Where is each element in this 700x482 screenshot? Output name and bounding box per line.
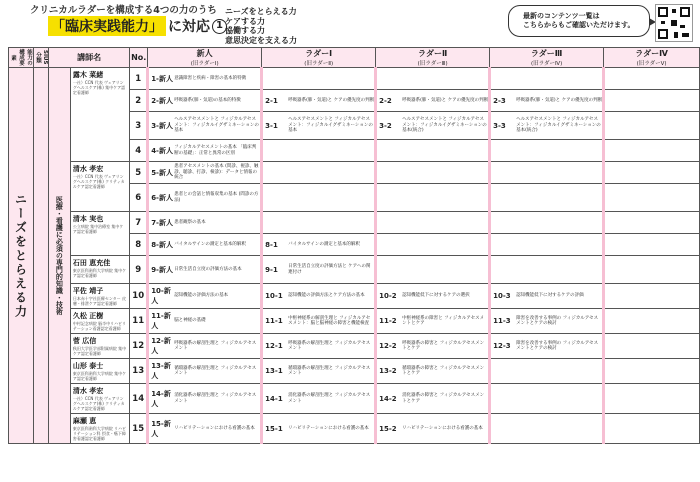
empty-cell <box>604 256 700 284</box>
header-subtitle: クリニカルラダーを構成する4つの力のうち <box>30 5 217 16</box>
table-row <box>9 334 700 359</box>
course-code: 11-3 <box>493 317 511 325</box>
course-cell[interactable] <box>262 334 376 359</box>
empty-cell <box>604 309 700 334</box>
lecturer-cell <box>70 384 129 414</box>
course-code: 5-新人 <box>151 168 173 177</box>
row-number: 2 <box>130 90 148 112</box>
course-cell[interactable] <box>148 384 262 414</box>
course-cell[interactable] <box>376 90 490 112</box>
lecturer-affiliation: 秋田大学医学部附属病院 集中ケア認定看護師 <box>72 346 127 356</box>
course-code: 15-1 <box>265 424 283 433</box>
empty-cell <box>490 256 604 284</box>
empty-cell <box>490 359 604 384</box>
col-level-4 <box>604 48 700 68</box>
course-title: 循環器系の解剖生理と フィジカルアセスメント <box>174 365 257 376</box>
course-code: 10-2 <box>379 292 397 300</box>
course-title: 呼吸器系(肺・気道)と ケアの優先度の判断 <box>288 97 375 103</box>
lecturer-affiliation: 中村記念病院 脳卒中リハビリテーション看護認定看護師 <box>72 321 126 331</box>
lecturer-name: 清本 実也 <box>72 215 104 223</box>
row-number: 11 <box>130 309 148 334</box>
col-ability: 能力の構成要素 <box>10 49 32 66</box>
row-number: 10 <box>130 284 148 309</box>
course-code: 14-1 <box>265 394 283 403</box>
course-cell[interactable] <box>490 112 604 140</box>
lecturer-name: 麻瀬 恵 <box>72 417 97 425</box>
course-cell[interactable] <box>262 284 376 309</box>
col-level-1 <box>262 48 376 68</box>
course-cell[interactable] <box>262 90 376 112</box>
course-cell[interactable] <box>148 162 262 184</box>
col-level-2 <box>376 48 490 68</box>
course-title: バイタルサインの測定と基本的解釈 <box>288 241 360 247</box>
course-cell[interactable] <box>376 384 490 414</box>
siu-cell <box>34 68 49 444</box>
category-cell: 医療・看護に必須の専門的知識・技術 <box>49 68 71 444</box>
level-label: ラダーⅢ <box>530 49 563 58</box>
col-siu: SIUS分類 <box>34 48 49 68</box>
lecturer-name: 石田 恵充佳 <box>72 259 111 267</box>
empty-cell <box>490 414 604 444</box>
course-title: ヘルスアセスメントと フィジカルアセスメント：フィジカルイグザミネーションの基本 <box>288 117 373 134</box>
course-title: ヘルスアセスメントと フィジカルアセスメント：フィジカルイグザミネーションの基本 <box>174 117 259 134</box>
level-label: ラダーⅣ <box>635 49 668 58</box>
course-code: 10-1 <box>265 292 283 300</box>
course-code: 2-2 <box>379 96 392 105</box>
empty-cell <box>376 212 490 234</box>
qr-code[interactable] <box>655 4 693 42</box>
course-title: 意識障害と疾病・障害の基本的特徴 <box>174 75 247 81</box>
course-cell[interactable] <box>490 90 604 112</box>
lecturer-cell <box>70 212 129 256</box>
course-code: 2-1 <box>265 96 278 105</box>
lecturer-name: 露木 菜緒 <box>72 71 104 79</box>
empty-cell <box>604 140 700 162</box>
course-title: ヘルスアセスメントと フィジカルアセスメント：フィジカルイグザミネーションの基本(統合) <box>516 117 601 134</box>
course-cell[interactable] <box>148 140 262 162</box>
course-code: 9-新人 <box>151 265 173 274</box>
course-code: 2-3 <box>493 96 506 105</box>
course-code: 12-3 <box>493 342 511 350</box>
table-row <box>9 68 700 90</box>
course-cell[interactable] <box>262 309 376 334</box>
course-title: 日常生活自立度の評価方法と ケアへの関連付け <box>288 264 371 275</box>
title-number: 1 <box>212 19 227 34</box>
course-cell[interactable] <box>262 234 376 256</box>
row-number: 12 <box>130 334 148 359</box>
course-code: 3-2 <box>379 121 392 130</box>
course-code: 13-2 <box>379 367 397 375</box>
col-level-3 <box>490 48 604 68</box>
col-level-0 <box>148 48 262 68</box>
empty-cell <box>262 184 376 212</box>
notice-line: 最新のコンテンツ一覧は <box>523 12 600 20</box>
course-title: フィジカルアセスメントの基本 「臨床判断の基礎」：正常と異常の区別 <box>174 145 257 156</box>
row-number: 1 <box>130 68 148 90</box>
course-code: 11-新人 <box>151 312 171 330</box>
course-cell[interactable] <box>490 284 604 309</box>
course-cell[interactable] <box>148 359 262 384</box>
course-cell[interactable] <box>376 414 490 444</box>
course-cell[interactable] <box>148 68 262 90</box>
course-code: 8-新人 <box>151 240 173 249</box>
lecturer-cell <box>70 284 129 309</box>
course-code: 6-新人 <box>151 193 173 202</box>
course-title: 認知機能低下に対するケアの選択 <box>402 293 470 299</box>
row-number: 13 <box>130 359 148 384</box>
course-title: リハビリテーションにおける看護の基本 <box>288 425 369 431</box>
course-title: 認知機能の評価方法の基本 <box>174 293 229 299</box>
course-cell[interactable] <box>262 256 376 284</box>
lecturer-affiliation: 東京医科歯科大学病院 集中ケア認定看護師 <box>72 371 127 381</box>
course-cell[interactable] <box>148 334 262 359</box>
empty-cell <box>604 112 700 140</box>
course-code: 15-2 <box>379 424 397 433</box>
empty-cell <box>604 384 700 414</box>
level-label: ラダーⅡ <box>418 49 448 58</box>
course-code: 11-1 <box>265 317 283 325</box>
course-code: 14-2 <box>379 394 397 403</box>
course-cell[interactable] <box>262 384 376 414</box>
course-title: 消化器系の障害と フィジカルアセスメントとケア <box>402 393 485 404</box>
course-title: 呼吸器系(肺・気道)と ケアの優先度の判断 <box>516 97 603 103</box>
page-title <box>48 17 227 35</box>
empty-cell <box>376 184 490 212</box>
col-no: No. <box>130 48 148 68</box>
course-title: 呼吸器系の障害と フィジカルアセスメントとケア <box>402 340 485 351</box>
notice-line: こちらからもご確認いただけます。 <box>523 21 635 29</box>
title-rest: に対応 <box>168 19 210 35</box>
row-number: 9 <box>130 256 148 284</box>
course-title: 障害を改善する事例の フィジカルアセスメントとケアの検討 <box>516 340 599 351</box>
course-code: 13-新人 <box>151 362 171 380</box>
row-number: 6 <box>130 184 148 212</box>
lecturer-affiliation: 一社）CCN 代表 ヴェアリングヘルスケア(株) クリティカルケア認定看護師 <box>72 396 125 411</box>
course-code: 13-1 <box>265 367 283 375</box>
course-code: 9-1 <box>265 265 278 274</box>
ability-cell: ニーズをとらえる力 <box>9 68 34 444</box>
course-cell[interactable] <box>376 334 490 359</box>
empty-cell <box>490 184 604 212</box>
course-title: 患者アセスメントの基本 (問診、視診、触診、聴診、打診、検診)：データと情報の統合 <box>174 164 259 181</box>
course-cell[interactable] <box>148 284 262 309</box>
empty-cell <box>604 284 700 309</box>
empty-cell <box>262 212 376 234</box>
course-code: 3-3 <box>493 121 506 130</box>
course-code: 4-新人 <box>151 146 173 155</box>
lecturer-affiliation: 一社）CCN 代表 ヴェアリングヘルスケア(株) クリティカルケア認定看護師 <box>72 174 125 189</box>
ability-item: ケアする力 <box>225 16 265 26</box>
ability-item: ニーズをとらえる力 <box>225 7 297 16</box>
empty-cell <box>262 140 376 162</box>
empty-cell <box>604 414 700 444</box>
course-title: 患者観察の基本 <box>174 219 206 225</box>
level-sub: (旧ラダーⅠ) <box>190 61 219 67</box>
table-row <box>9 256 700 284</box>
course-cell[interactable] <box>262 112 376 140</box>
course-title: 脳と神経の基礎 <box>174 318 206 324</box>
course-code: 12-2 <box>379 342 397 350</box>
lecturer-name: 菅 広信 <box>72 337 97 345</box>
lecturer-cell <box>70 334 129 359</box>
empty-cell <box>376 256 490 284</box>
course-title: 呼吸器系(肺・気道)の基本的特徴 <box>174 97 241 103</box>
course-cell[interactable] <box>148 414 262 444</box>
row-number: 15 <box>130 414 148 444</box>
course-title: 消化器系の解剖生理と フィジカルアセスメント <box>174 393 257 404</box>
course-title: 患者との会話と情報収集の基本 (問診の方法) <box>174 192 259 203</box>
table-row <box>9 284 700 309</box>
course-code: 12-1 <box>265 342 283 350</box>
course-cell[interactable] <box>148 90 262 112</box>
row-number: 5 <box>130 162 148 184</box>
lecturer-name: 清水 孝宏 <box>72 387 104 395</box>
course-title: 中枢神経系の解剖生理と フィジカルアセスメント：脳と脳神経の障害と機能検査 <box>288 315 371 326</box>
course-code: 11-2 <box>379 317 397 325</box>
empty-cell <box>490 140 604 162</box>
lecturer-affiliation: 東京医科歯科大学病院 集中ケア認定看護師 <box>72 268 127 278</box>
course-cell[interactable] <box>148 256 262 284</box>
table-row <box>9 384 700 414</box>
table-row <box>9 162 700 184</box>
course-title: 循環器系の障害と フィジカルアセスメントとケア <box>402 365 485 376</box>
empty-cell <box>262 68 376 90</box>
course-cell[interactable] <box>148 234 262 256</box>
empty-cell <box>490 384 604 414</box>
course-cell[interactable] <box>376 284 490 309</box>
empty-cell <box>604 184 700 212</box>
empty-cell <box>376 234 490 256</box>
course-code: 14-新人 <box>151 389 171 408</box>
course-title: ヘルスアセスメントと フィジカルアセスメント：フィジカルイグザミネーションの基本(統合) <box>402 117 487 134</box>
course-cell[interactable] <box>262 359 376 384</box>
course-code: 10-新人 <box>151 287 171 305</box>
course-cell[interactable] <box>490 334 604 359</box>
course-code: 1-新人 <box>151 74 173 83</box>
empty-cell <box>376 140 490 162</box>
empty-cell <box>604 90 700 112</box>
lecturer-cell <box>70 68 129 162</box>
ability-item: 協働する力 <box>225 26 265 36</box>
course-title: 障害を改善する事例の フィジカルアセスメントとケアの検討 <box>516 315 599 326</box>
course-code: 3-新人 <box>151 121 173 130</box>
course-code: 12-新人 <box>151 337 171 355</box>
empty-cell <box>376 68 490 90</box>
course-cell[interactable] <box>148 184 262 212</box>
notice-bubble <box>508 5 650 37</box>
lecturer-cell <box>70 309 129 334</box>
lecturer-name: 山形 泰士 <box>72 362 104 370</box>
col-lecturer: 講師名 <box>49 48 130 68</box>
lecturer-affiliation: 公立病院 集中治療室 集中ケア認定看護師 <box>72 224 124 234</box>
course-code: 7-新人 <box>151 218 173 227</box>
empty-cell <box>490 212 604 234</box>
level-sub: (旧ラダーⅡ) <box>304 61 334 67</box>
lecturer-cell <box>70 414 129 444</box>
course-cell[interactable] <box>376 359 490 384</box>
course-title: 呼吸器系の解剖生理と フィジカルアセスメント <box>288 340 371 351</box>
level-sub: (旧ラダーⅤ) <box>636 61 667 67</box>
row-number: 3 <box>130 112 148 140</box>
lecturer-name: 平佐 靖子 <box>72 287 104 295</box>
course-title: 認知機能の評価方法とケア方法の基本 <box>288 293 365 299</box>
row-number: 14 <box>130 384 148 414</box>
level-label: 新人 <box>196 49 213 58</box>
ability-item: 意思決定を支える力 <box>225 35 297 45</box>
course-title: 認知機能低下に対するケアの評価 <box>516 293 584 299</box>
empty-cell <box>604 212 700 234</box>
lecturer-affiliation: 一社）CCN 代表 ヴェアリングヘルスケア(株) 集中ケア認定看護師 <box>72 80 126 95</box>
course-cell[interactable] <box>148 112 262 140</box>
table-row <box>9 212 700 234</box>
lecturer-cell <box>70 162 129 212</box>
course-title: 消化器系の解剖生理と フィジカルアセスメント <box>288 393 371 404</box>
lecturer-affiliation: 日本赤十字社医療センター 皮膚・排泄ケア認定看護師 <box>72 296 126 306</box>
course-title: リハビリテーションにおける看護の基本 <box>402 425 483 431</box>
lecturer-affiliation: 東京医科歯科大学病院 リハビリテーション科 摂食・嚥下障害看護認定看護師 <box>72 426 126 441</box>
lecturer-cell <box>70 359 129 384</box>
empty-cell <box>604 162 700 184</box>
course-code: 8-1 <box>265 240 278 249</box>
empty-cell <box>262 162 376 184</box>
row-number: 8 <box>130 234 148 256</box>
course-code: 15-新人 <box>151 419 171 438</box>
row-number: 7 <box>130 212 148 234</box>
table-row <box>9 359 700 384</box>
empty-cell <box>604 334 700 359</box>
abilities-list <box>225 7 297 45</box>
course-title: 日常生活自立度の評価方法の基本 <box>174 266 242 272</box>
course-title: 循環器系の解剖生理と フィジカルアセスメント <box>288 365 371 376</box>
course-title: バイタルサインの測定と基本的解釈 <box>174 241 246 247</box>
course-title: 呼吸器系(肺・気道)と ケアの優先度の判断 <box>402 97 489 103</box>
lecturer-name: 清水 孝宏 <box>72 165 104 173</box>
title-highlight: 「臨床実践能力」 <box>48 16 166 36</box>
lecturer-cell <box>70 256 129 284</box>
empty-cell <box>604 359 700 384</box>
table-row <box>9 414 700 444</box>
course-cell[interactable] <box>262 414 376 444</box>
empty-cell <box>490 234 604 256</box>
course-cell[interactable] <box>376 309 490 334</box>
level-sub: (旧ラダーⅢ) <box>417 61 448 67</box>
course-title: 中枢神経系の障害と フィジカルアセスメントとケア <box>402 315 485 326</box>
empty-cell <box>604 68 700 90</box>
level-label: ラダーⅠ <box>305 49 333 58</box>
course-code: 10-3 <box>493 292 511 300</box>
course-code: 2-新人 <box>151 96 173 105</box>
course-cell[interactable] <box>148 309 262 334</box>
empty-cell <box>604 234 700 256</box>
empty-cell <box>490 68 604 90</box>
empty-cell <box>490 162 604 184</box>
course-title: リハビリテーションにおける看護の基本 <box>174 425 255 431</box>
course-code: 3-1 <box>265 121 278 130</box>
lecturer-name: 久松 正樹 <box>72 312 104 320</box>
level-sub: (旧ラダーⅣ) <box>530 61 563 67</box>
course-cell[interactable] <box>376 112 490 140</box>
course-cell[interactable] <box>148 212 262 234</box>
curriculum-table <box>8 47 700 444</box>
empty-cell <box>376 162 490 184</box>
course-cell[interactable] <box>490 309 604 334</box>
row-number: 4 <box>130 140 148 162</box>
table-row <box>9 309 700 334</box>
course-title: 呼吸器系の解剖生理と フィジカルアセスメント <box>174 340 257 351</box>
